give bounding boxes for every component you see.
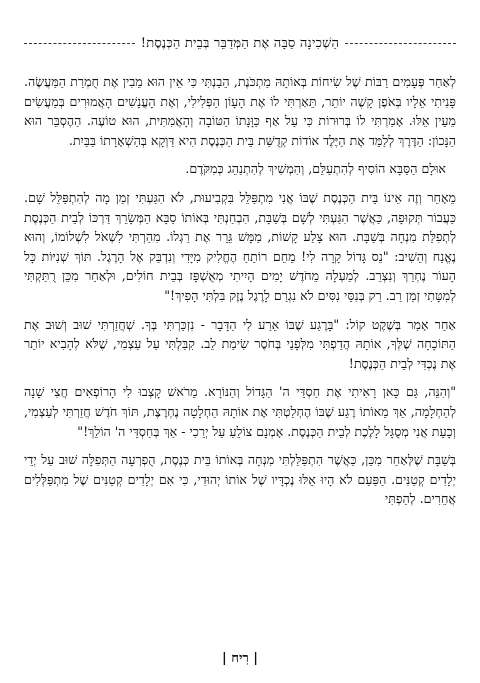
section-header bbox=[24, 34, 456, 52]
header-dash-left bbox=[24, 43, 135, 44]
paragraph: בְּשַׁבָּת שֶׁלְּאַחַר מִכֵּן, כַּאֲשֶׁר הִתְפַּלַּלְתִּי מִנְחָה בְּאוֹתוֹ בֵּית כְּנֶסֶת, הֻפְרְעָה הַתְּפִלָּה שׁוּב עַל יְדֵי יְלָדִים קְטַנִּים. הַפַּעַם לֹא הָיוּ אֵלּוּ נֶכְדָּיו שֶׁל אוֹתוֹ יְהוּדִי, כִּי אִם יְלָדִים קְטַנִּים שֶׁל מִתְפַּלְּלִים אֲחֵרִים. לְהַפְתִּי bbox=[24, 452, 456, 507]
section-title: הַשְׁכִינָה סַבָּה אֶת הַמְּדַבֵּר בְּבֵית הַכְּנֶסֶת! bbox=[140, 36, 340, 51]
paragraph: מֵאָחֵר וְזֶה אֵינוֹ בֵּית הַכְּנֶסֶת שֶׁבּוֹ אֲנִי מִתְפַּלֵּל בִּקְבִיעוּת, לֹא הִגַּעְתִּי זְמַן מָה לְהִתְפַּלֵּל שָׁם. כַּעֲבוֹר תְּקוּפָה, כַּאֲשֶׁר הִגַּעְתִּי לְשָׁם בְּשַׁבָּת, הִבְחַנְתִּי בְּאוֹתוֹ סַבָּא הַמְּשָׂרֵךְ דַּרְכּוֹ לְבֵית הַכְּנֶסֶת לְתְפִלַּת מִנְחָה בְּשַׁבָּת. הוּא צָלַע קָשׁוֹת, מַמָּשׁ גֵּרֵר אֶת רַגְלוֹ. מִהַרְתִּי לִשְׁאֹל לִשְׁלוֹמוֹ, וְהוּא נֶאֱנַח וְהֵשִׁיב: "נֵס גָּדוֹל קָרָה לִי! מֵחֵם רוֹתֵחַ הֶחֱלִיק מִיָּדִי וְנִדְבַּק אֶל הָרֶגֶל. תּוֹךְ שְׁנִיּוֹת כָּל הָעוֹר נֶחְרַךְ וְנִצְרַב. לְמַעְלָה מֵחֹדֶשׁ יָמִים הָיִיתִי מְאֻשְׁפָּז בְּבֵית חוֹלִים, וּלְאַחַר מִכֵּן רֻתַּקְתִּי לְמִטָּתִי זְמַן רַב. רַק בְּנִסֵּי נִסִּים לֹא נִגְרַם לָרֶגֶל נֶזֶק בִּלְתִּי הָפִיךְ!" bbox=[24, 189, 456, 303]
paragraph: לְאַחַר פְּעָמִים רַבּוֹת שֶׁל שִׂיחוֹת בְּאוֹתָהּ מַתְכֹּנֶת, הֵבַנְתִּי כִּי אֵין הוּא מֵבִין אֶת חֻמְרַת הַמַּעֲשֶׂה. פָּנִיתִי אֵלָיו בְּאֹפֶן קָשֶׁה יוֹתֵר, תֵּאַרְתִּי לוֹ אֶת הָעָוֹן הַפְּלִילִי, וְאֶת הָעֳנָשִׁים הָאֲמוּרִים בְּמַעֲשִׂים מֵעֵין אֵלּוּ. אָמַרְתִּי לוֹ בְּרוּרוֹת כִּי עַל אַף כַּוָּנָתוֹ הַטּוֹבָה וְהָאֲמִתִּית, הוּא טוֹעֶה. הַהֶסְבֵּר הוּא הַנָּכוֹן: הַדֶּרֶךְ לְלַמֵּד אֶת הַיֶּלֶד אוֹדוֹת קְדֻשַּׁת בֵּית הַכְּנֶסֶת הִיא דַּוְקָא בְּהַשְׁאָרָתוֹ בַּבַּיִת. bbox=[24, 74, 456, 148]
body-text bbox=[24, 72, 456, 509]
page-number: | רִיח | bbox=[222, 651, 258, 666]
paragraph: אוּלָם הַסַּבָּא הוֹסִיף לְהִתְעַלֵּם, וְהִמְשִׁיךְ לְהִתְנַהֵג כְּמִקֹּדֶם. bbox=[185, 161, 446, 177]
paragraph: אַחַר אָמַר בְּשֶׁקֶט קוֹל: "בָּרֶגַע שֶׁבּוֹ אֵרַע לִי הַדָּבָר - נִזְכַּרְתִּי בְּךָ. שְׁחֲזַרְתִּי שׁוּב וְשׁוּב אֶת הַתּוֹכָחָה שֶׁלְּךָ, אוֹתָהּ הֲדַפְתִּי מִלְּפָנַי בְּחֹסֶר שִׂימַת לֵב. קִבַּלְתִּי עַל עַצְמִי, שֶׁלֹּא לְהָבִיא יוֹתֵר אֶת נֶכְדִּי לְבֵית הַכְּנֶסֶת! bbox=[24, 316, 456, 371]
paragraph: "וְהִנֵּה, גַּם כָּאן רָאִיתִי אֶת חַסְדֵּי ה' הַגָּדוֹל וְהַנּוֹרָא. מֵרֹאשׁ קָצְבוּ לִי הָרוֹפְאִים חֲצִי שָׁנָה לְהַחְלָמָה, אַךְ מֵאוֹתוֹ רֶגַע שֶׁבּוֹ הֶחְלַטְתִּי אֶת אוֹתָהּ הַחְלָטָה נֶחְרֶצֶת, תּוֹךְ חֹדֶשׁ חֲזַרְתִּי לְעַצְמִי, וְכָעֵת אֲנִי מְסֻגָּל לָלֶכֶת לְבֵית הַכְּנֶסֶת. אָמְנָם צוֹלֵעַ עַל יְרֵכִי - אַךְ בְּחַסְדֵּי ה' הוֹלֵךְ!" bbox=[24, 384, 456, 439]
header-dash-right bbox=[345, 43, 456, 44]
